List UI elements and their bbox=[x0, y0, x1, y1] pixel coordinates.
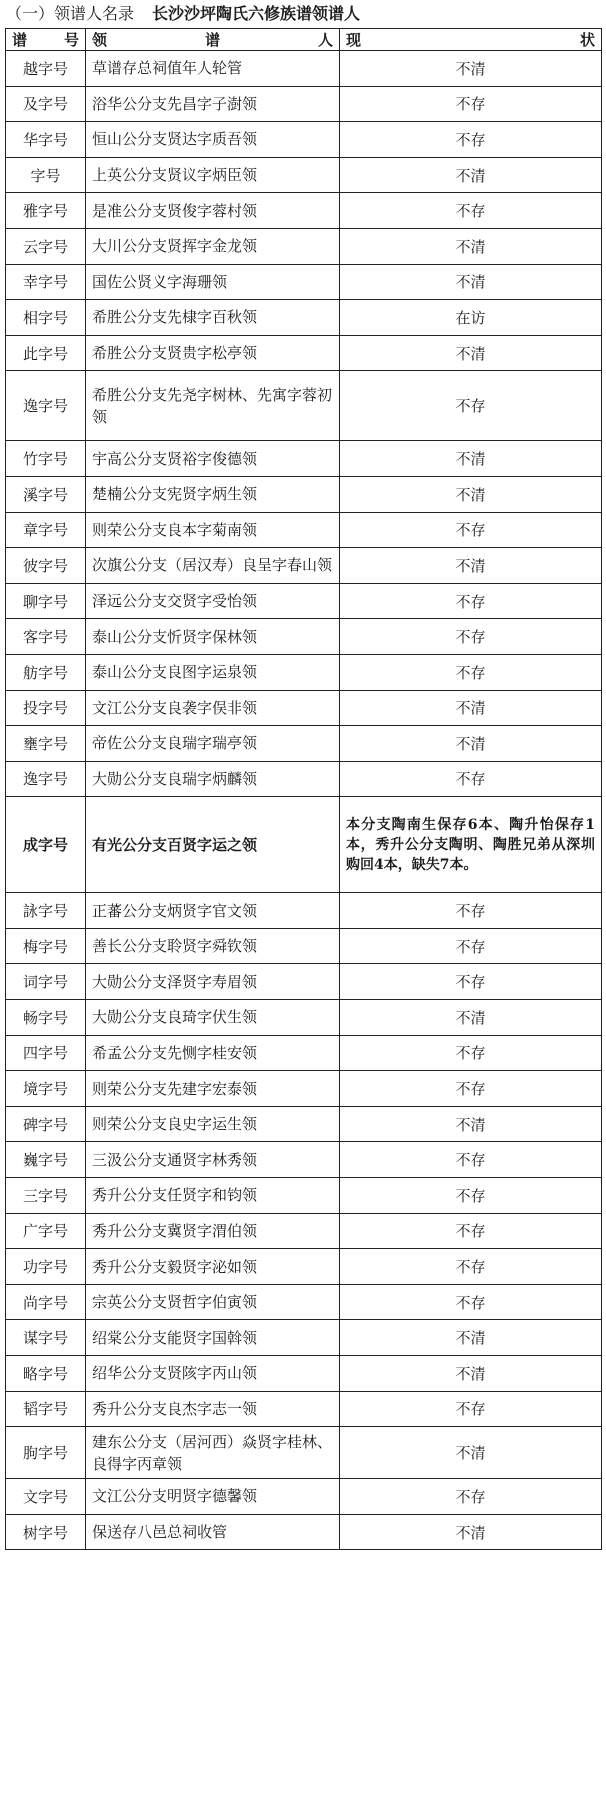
holder-name: 绍华公分支贤陔字丙山领 bbox=[86, 1356, 340, 1392]
holder-name: 大勋公分支良琦字伏生领 bbox=[86, 1000, 340, 1036]
genealogy-number: 此字号 bbox=[6, 335, 86, 371]
current-status: 不存 bbox=[340, 964, 602, 1000]
current-status: 不存 bbox=[340, 619, 602, 655]
current-status: 不存 bbox=[340, 761, 602, 797]
genealogy-number: 碑字号 bbox=[6, 1106, 86, 1142]
header-row bbox=[6, 29, 602, 51]
current-status: 不清 bbox=[340, 1000, 602, 1036]
holder-name: 希孟公分支先恻字桂安领 bbox=[86, 1035, 340, 1071]
table-row bbox=[6, 512, 602, 548]
current-status: 不清 bbox=[340, 228, 602, 264]
current-status: 不存 bbox=[340, 1391, 602, 1427]
current-status: 不存 bbox=[340, 1142, 602, 1178]
genealogy-number: 逸字号 bbox=[6, 371, 86, 441]
current-status: 不存 bbox=[340, 1284, 602, 1320]
current-status: 不存 bbox=[340, 193, 602, 229]
table-body bbox=[6, 51, 602, 1550]
holder-name: 宇高公分支贤裕字俊德领 bbox=[86, 441, 340, 477]
current-status: 在访 bbox=[340, 300, 602, 336]
current-status: 不清 bbox=[340, 1356, 602, 1392]
current-status: 不清 bbox=[340, 264, 602, 300]
current-status: 本分支陶南生保存6本、陶升怡保存1本，秀升公分支陶明、陶胜兄弟从深圳购回4本，缺失7本。 bbox=[340, 797, 602, 893]
genealogy-number: 韬字号 bbox=[6, 1391, 86, 1427]
current-status: 不存 bbox=[340, 928, 602, 964]
document-title bbox=[0, 0, 606, 28]
table-row bbox=[6, 1213, 602, 1249]
genealogy-number: 云字号 bbox=[6, 228, 86, 264]
current-status: 不存 bbox=[340, 893, 602, 929]
table-row bbox=[6, 476, 602, 512]
genealogy-number: 逸字号 bbox=[6, 761, 86, 797]
current-status: 不存 bbox=[340, 512, 602, 548]
current-status: 不清 bbox=[340, 548, 602, 584]
genealogy-number: 聊字号 bbox=[6, 583, 86, 619]
current-status: 不清 bbox=[340, 1106, 602, 1142]
genealogy-number: 幸字号 bbox=[6, 264, 86, 300]
genealogy-number: 词字号 bbox=[6, 964, 86, 1000]
table-row bbox=[6, 1178, 602, 1214]
genealogy-number: 舫字号 bbox=[6, 654, 86, 690]
genealogy-number: 巍字号 bbox=[6, 1142, 86, 1178]
table-row bbox=[6, 193, 602, 229]
holder-name: 希胜公分支贤贵字松亭领 bbox=[86, 335, 340, 371]
holder-name: 秀升公分支毅贤字泌如领 bbox=[86, 1249, 340, 1285]
holder-name: 是准公分支贤俊字蓉村领 bbox=[86, 193, 340, 229]
holder-name: 秀升公分支任贤字和钧领 bbox=[86, 1178, 340, 1214]
table-row bbox=[6, 583, 602, 619]
holder-name: 则荣公分支先建字宏泰领 bbox=[86, 1071, 340, 1107]
genealogy-number: 四字号 bbox=[6, 1035, 86, 1071]
table-row bbox=[6, 122, 602, 158]
genealogy-number: 三字号 bbox=[6, 1178, 86, 1214]
current-status: 不清 bbox=[340, 1427, 602, 1479]
holder-name: 建东公分支（居河西）焱贤字桂林、良得字丙章领 bbox=[86, 1427, 340, 1479]
holder-name: 保送存八邑总祠收管 bbox=[86, 1514, 340, 1550]
holder-name: 三汲公分支通贤字林秀领 bbox=[86, 1142, 340, 1178]
current-status: 不存 bbox=[340, 1035, 602, 1071]
holder-name: 秀升公分支良杰字志一领 bbox=[86, 1391, 340, 1427]
holder-name: 帝佐公分支良瑞字瑞亭领 bbox=[86, 726, 340, 762]
table-row bbox=[6, 300, 602, 336]
genealogy-number: 彼字号 bbox=[6, 548, 86, 584]
holder-name: 大川公分支贤挥字金龙领 bbox=[86, 228, 340, 264]
table-row bbox=[6, 1249, 602, 1285]
current-status: 不存 bbox=[340, 1213, 602, 1249]
table-row bbox=[6, 619, 602, 655]
current-status: 不存 bbox=[340, 122, 602, 158]
holder-name: 恒山公分支贤达字质吾领 bbox=[86, 122, 340, 158]
current-status: 不存 bbox=[340, 1249, 602, 1285]
holder-name: 泰山公分支忻贤字保林领 bbox=[86, 619, 340, 655]
current-status: 不存 bbox=[340, 371, 602, 441]
table-row bbox=[6, 726, 602, 762]
current-status: 不清 bbox=[340, 1514, 602, 1550]
holder-name: 绍棠公分支能贤字国斡领 bbox=[86, 1320, 340, 1356]
table-row bbox=[6, 928, 602, 964]
genealogy-number: 相字号 bbox=[6, 300, 86, 336]
genealogy-number: 功字号 bbox=[6, 1249, 86, 1285]
current-status: 不清 bbox=[340, 690, 602, 726]
current-status: 不存 bbox=[340, 583, 602, 619]
table-row bbox=[6, 1427, 602, 1479]
genealogy-number: 境字号 bbox=[6, 1071, 86, 1107]
table-row bbox=[6, 964, 602, 1000]
table-row bbox=[6, 335, 602, 371]
table-row bbox=[6, 157, 602, 193]
header-holder: 领 谱 人 bbox=[86, 29, 340, 51]
genealogy-number: 成字号 bbox=[6, 797, 86, 893]
current-status: 不清 bbox=[340, 441, 602, 477]
table-row bbox=[6, 1142, 602, 1178]
current-status: 不清 bbox=[340, 335, 602, 371]
table-row bbox=[6, 1071, 602, 1107]
genealogy-number: 及字号 bbox=[6, 86, 86, 122]
table-row bbox=[6, 1514, 602, 1550]
holder-name: 希胜公分支先棣字百秋领 bbox=[86, 300, 340, 336]
genealogy-number: 文字号 bbox=[6, 1479, 86, 1515]
holder-name: 则荣公分支良史字运生领 bbox=[86, 1106, 340, 1142]
genealogy-number: 谋字号 bbox=[6, 1320, 86, 1356]
current-status: 不清 bbox=[340, 1320, 602, 1356]
current-status: 不存 bbox=[340, 1178, 602, 1214]
current-status: 不存 bbox=[340, 86, 602, 122]
holder-name: 文江公分支明贤字德馨领 bbox=[86, 1479, 340, 1515]
table-row bbox=[6, 654, 602, 690]
genealogy-number: 詠字号 bbox=[6, 893, 86, 929]
current-status: 不清 bbox=[340, 157, 602, 193]
registry-table bbox=[5, 28, 602, 1550]
table-row bbox=[6, 441, 602, 477]
table-row bbox=[6, 548, 602, 584]
holder-name: 浴华公分支先昌字子澍领 bbox=[86, 86, 340, 122]
genealogy-number: 广字号 bbox=[6, 1213, 86, 1249]
genealogy-number: 字号 bbox=[6, 157, 86, 193]
holder-name: 次旗公分支（居汉寿）良呈字春山领 bbox=[86, 548, 340, 584]
table-row bbox=[6, 1284, 602, 1320]
genealogy-number: 溪字号 bbox=[6, 476, 86, 512]
genealogy-number: 雅字号 bbox=[6, 193, 86, 229]
holder-name: 宗英公分支贤哲字伯寅领 bbox=[86, 1284, 340, 1320]
current-status: 不存 bbox=[340, 1071, 602, 1107]
table-row bbox=[6, 1320, 602, 1356]
holder-name: 文江公分支良袭字俣非领 bbox=[86, 690, 340, 726]
genealogy-number: 投字号 bbox=[6, 690, 86, 726]
genealogy-number: 章字号 bbox=[6, 512, 86, 548]
genealogy-number: 朐字号 bbox=[6, 1427, 86, 1479]
genealogy-number: 尚字号 bbox=[6, 1284, 86, 1320]
genealogy-number: 略字号 bbox=[6, 1356, 86, 1392]
genealogy-number: 越字号 bbox=[6, 51, 86, 87]
holder-name: 泰山公分支良图字运泉领 bbox=[86, 654, 340, 690]
holder-name: 泽远公分支交贤字受怡领 bbox=[86, 583, 340, 619]
table-row bbox=[6, 690, 602, 726]
table-row bbox=[6, 1356, 602, 1392]
table-row bbox=[6, 371, 602, 441]
table-row bbox=[6, 228, 602, 264]
table-row bbox=[6, 51, 602, 87]
genealogy-number: 树字号 bbox=[6, 1514, 86, 1550]
table-row bbox=[6, 1035, 602, 1071]
table-row bbox=[6, 264, 602, 300]
holder-name: 秀升公分支冀贤字渭伯领 bbox=[86, 1213, 340, 1249]
section-label: （一）领谱人名录 bbox=[6, 4, 135, 23]
genealogy-number: 梅字号 bbox=[6, 928, 86, 964]
genealogy-number: 华字号 bbox=[6, 122, 86, 158]
holder-name: 正蕃公分支炳贤字官文领 bbox=[86, 893, 340, 929]
holder-name: 善长公分支聆贤字舜钦领 bbox=[86, 928, 340, 964]
genealogy-number: 竹字号 bbox=[6, 441, 86, 477]
header-status: 现 状 bbox=[340, 29, 602, 51]
table-title: 长沙沙坪陶氏六修族谱领谱人 bbox=[152, 4, 361, 23]
genealogy-number: 壅字号 bbox=[6, 726, 86, 762]
current-status: 不存 bbox=[340, 1479, 602, 1515]
header-number: 谱 号 bbox=[6, 29, 86, 51]
table-row bbox=[6, 1479, 602, 1515]
table-row bbox=[6, 1391, 602, 1427]
current-status: 不清 bbox=[340, 51, 602, 87]
current-status: 不清 bbox=[340, 726, 602, 762]
genealogy-number: 畅字号 bbox=[6, 1000, 86, 1036]
genealogy-number: 客字号 bbox=[6, 619, 86, 655]
holder-name: 草谱存总祠值年人轮管 bbox=[86, 51, 340, 87]
table-row bbox=[6, 893, 602, 929]
holder-name: 大勋公分支泽贤字寿眉领 bbox=[86, 964, 340, 1000]
holder-name: 大勋公分支良瑞字炳麟领 bbox=[86, 761, 340, 797]
holder-name: 楚楠公分支宪贤字炳生领 bbox=[86, 476, 340, 512]
holder-name: 有光公分支百贤字运之领 bbox=[86, 797, 340, 893]
holder-name: 国佐公贤义字海珊领 bbox=[86, 264, 340, 300]
table-row bbox=[6, 1000, 602, 1036]
table-row bbox=[6, 1106, 602, 1142]
table-row bbox=[6, 761, 602, 797]
table-row bbox=[6, 86, 602, 122]
current-status: 不存 bbox=[340, 654, 602, 690]
holder-name: 上英公分支贤议字炳臣领 bbox=[86, 157, 340, 193]
table-row bbox=[6, 797, 602, 893]
holder-name: 希胜公分支先尧字树林、先寓字蓉初领 bbox=[86, 371, 340, 441]
holder-name: 则荣公分支良本字菊南领 bbox=[86, 512, 340, 548]
current-status: 不清 bbox=[340, 476, 602, 512]
